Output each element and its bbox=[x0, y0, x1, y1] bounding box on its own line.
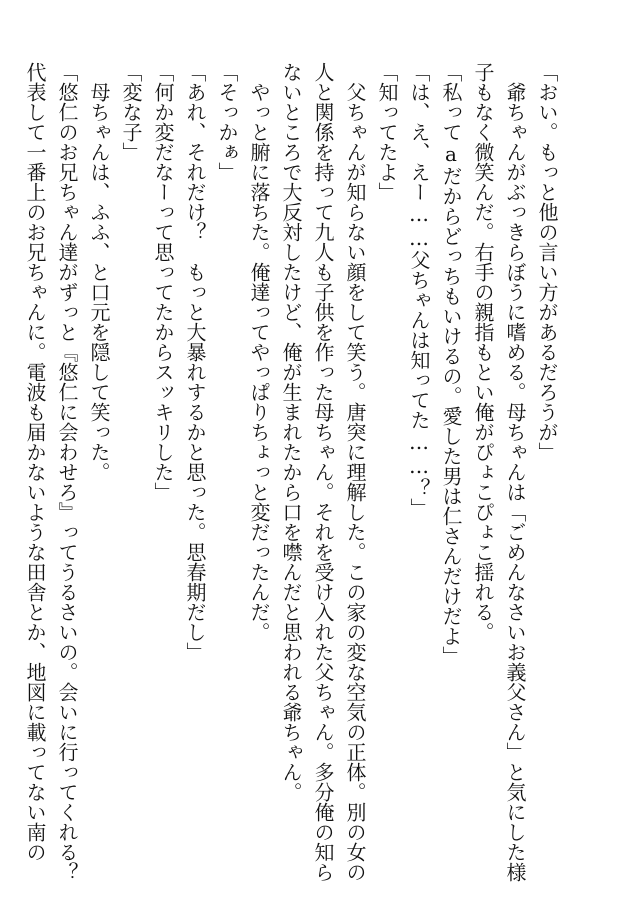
text-line: 父ちゃんが知らない顔をして笑う。唐突に理解した。この家の変な空気の正体。別の女の bbox=[343, 82, 367, 882]
text-line: 「悠仁のお兄ちゃん達がずっと『悠仁に会わせろ』ってうるさいの。会いに行ってくれる？ bbox=[55, 62, 79, 882]
text-line: 「私ってaだからどっちもいけるの。愛した男は仁さんだけだよ」 bbox=[439, 62, 463, 666]
text-line: 「あれ、それだけ？ もっと大暴れするかと思った。思春期だし」 bbox=[183, 62, 207, 662]
text-line: 「何か変だなーって思ってたからスッキリした」 bbox=[151, 62, 175, 502]
text-line: 人と関係を持って九人も子供を作った母ちゃん。それを受け入れた父ちゃん。多分俺の知ら bbox=[311, 62, 335, 882]
text-line: 「知ってたよ」 bbox=[375, 62, 399, 202]
text-line: 「は、え、えー……父ちゃんは知ってた……？」 bbox=[407, 62, 431, 518]
text-line: 「変な子」 bbox=[119, 62, 143, 162]
text-line: 母ちゃんは、ふふ、と口元を隠して笑った。 bbox=[87, 82, 111, 482]
text-line: やっと腑に落ちた。俺達ってやっぱりちょっと変だったんだ。 bbox=[247, 82, 271, 642]
text-line: 「そっかぁ」 bbox=[215, 62, 239, 182]
text-line: 爺ちゃんがぶっきらぼうに嗜める。母ちゃんは「ごめんなさいお義父さん」と気にした様 bbox=[503, 82, 527, 882]
text-line: ないところで大反対したけど、俺が生まれたから口を噤んだと思われる爺ちゃん。 bbox=[279, 62, 303, 802]
vertical-text-body bbox=[19, 62, 563, 882]
text-line: 「おい。もっと他の言い方があるだろうが」 bbox=[535, 62, 559, 462]
text-line: 子もなく微笑んだ。右手の親指もとい俺がぴょこぴょこ揺れる。 bbox=[471, 62, 495, 642]
text-line: 代表して一番上のお兄ちゃんに。電波も届かないような田舎とか、地図に載ってない南の bbox=[23, 62, 47, 862]
